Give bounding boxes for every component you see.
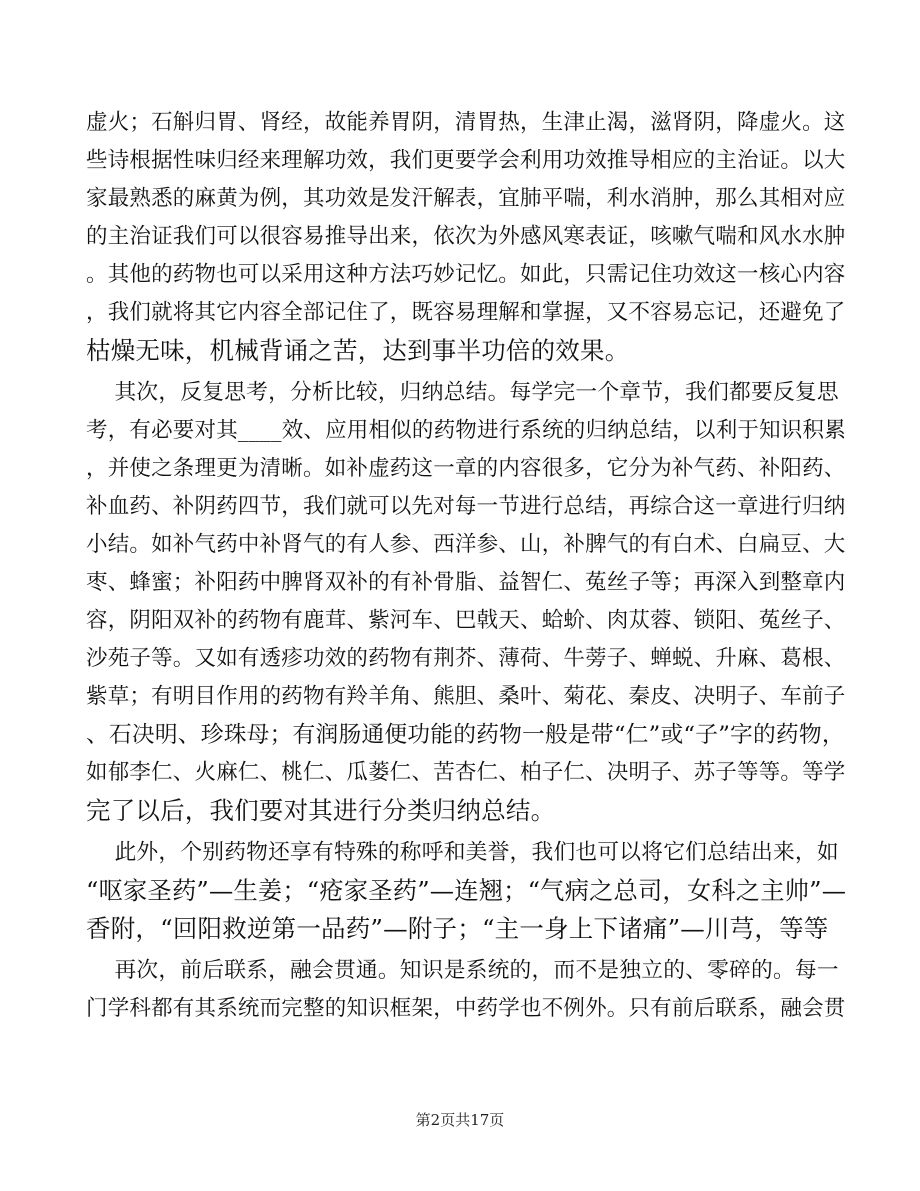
text-line: 小结。如补气药中补肾气的有人参、西洋参、山，补脾气的有白术、白扁豆、大: [86, 532, 846, 557]
text-line: 完了以后，我们要对其进行分类归纳总结。: [86, 796, 556, 825]
text-line: 虚火；石斛归胃、肾经，故能养胃阴，清胃热，生津止渴，滋肾阴，降虚火。这: [86, 110, 846, 135]
text-line: ，我们就将其它内容全部记住了，既容易理解和掌握，又不容易忘记，还避免了: [86, 300, 846, 325]
text-line: 。其他的药物也可以采用这种方法巧妙记忆。如此，只需记住功效这一核心内容: [86, 262, 846, 287]
text-line: 门学科都有其系统而完整的知识框架，中药学也不例外。只有前后联系，融会贯: [86, 996, 846, 1021]
text-line: 补血药、补阴药四节，我们就可以先对每一节进行总结，再综合这一章进行归纳: [86, 494, 846, 519]
text-line: 紫草；有明目作用的药物有羚羊角、熊胆、桑叶、菊花、秦皮、决明子、车前子: [86, 684, 846, 709]
text-line: 些诗根据性味归经来理解功效，我们更要学会利用功效推导相应的主治证。以大: [86, 148, 846, 173]
text-line: 其次，反复思考，分析比较，归纳总结。每学完一个章节，我们都要反复思: [86, 380, 839, 405]
text-line: 此外，个别药物还享有特殊的称呼和美誉，我们也可以将它们总结出来，如: [86, 840, 839, 865]
text-line: 容，阴阳双补的药物有鹿茸、紫河车、巴戟天、蛤蚧、肉苁蓉、锁阳、菟丝子、: [86, 608, 846, 633]
text-line: “呕家圣药”—生姜；“疮家圣药”—连翘；“气病之总司，女科之主帅”—: [86, 876, 847, 905]
page-number-footer: 第2页共17页: [415, 1111, 505, 1129]
text-line: 的主治证我们可以很容易推导出来，依次为外感风寒表证，咳嗽气喘和风水水肿: [86, 224, 846, 249]
text-line: 家最熟悉的麻黄为例，其功效是发汗解表，宜肺平喘，利水消肿，那么其相对应: [86, 186, 846, 211]
text-line: ，并使之条理更为清晰。如补虚药这一章的内容很多，它分为补气药、补阳药、: [86, 456, 846, 481]
text-line: 考，有必要对其____效、应用相似的药物进行系统的归纳总结，以利于知识积累: [86, 418, 846, 443]
text-line: 、石决明、珍珠母；有润肠通便功能的药物一般是带“仁”或“子”字的药物，: [86, 722, 845, 748]
text-line: 枣、蜂蜜；补阳药中脾肾双补的有补骨脂、益智仁、菟丝子等；再深入到整章内: [86, 570, 846, 595]
text-line: 再次，前后联系，融会贯通。知识是系统的，而不是独立的、零碎的。每一: [86, 958, 839, 983]
text-line: 香附，“回阳救逆第一品药”—附子；“主一身上下诸痛”—川芎，等等: [86, 914, 829, 943]
text-line: 如郁李仁、火麻仁、桃仁、瓜蒌仁、苦杏仁、柏子仁、决明子、苏子等等。等学: [86, 760, 846, 785]
text-line: 沙苑子等。又如有透疹功效的药物有荆芥、薄荷、牛蒡子、蝉蜕、升麻、葛根、: [86, 646, 846, 671]
text-line: 枯燥无味，机械背诵之苦，达到事半功倍的效果。: [86, 336, 630, 365]
